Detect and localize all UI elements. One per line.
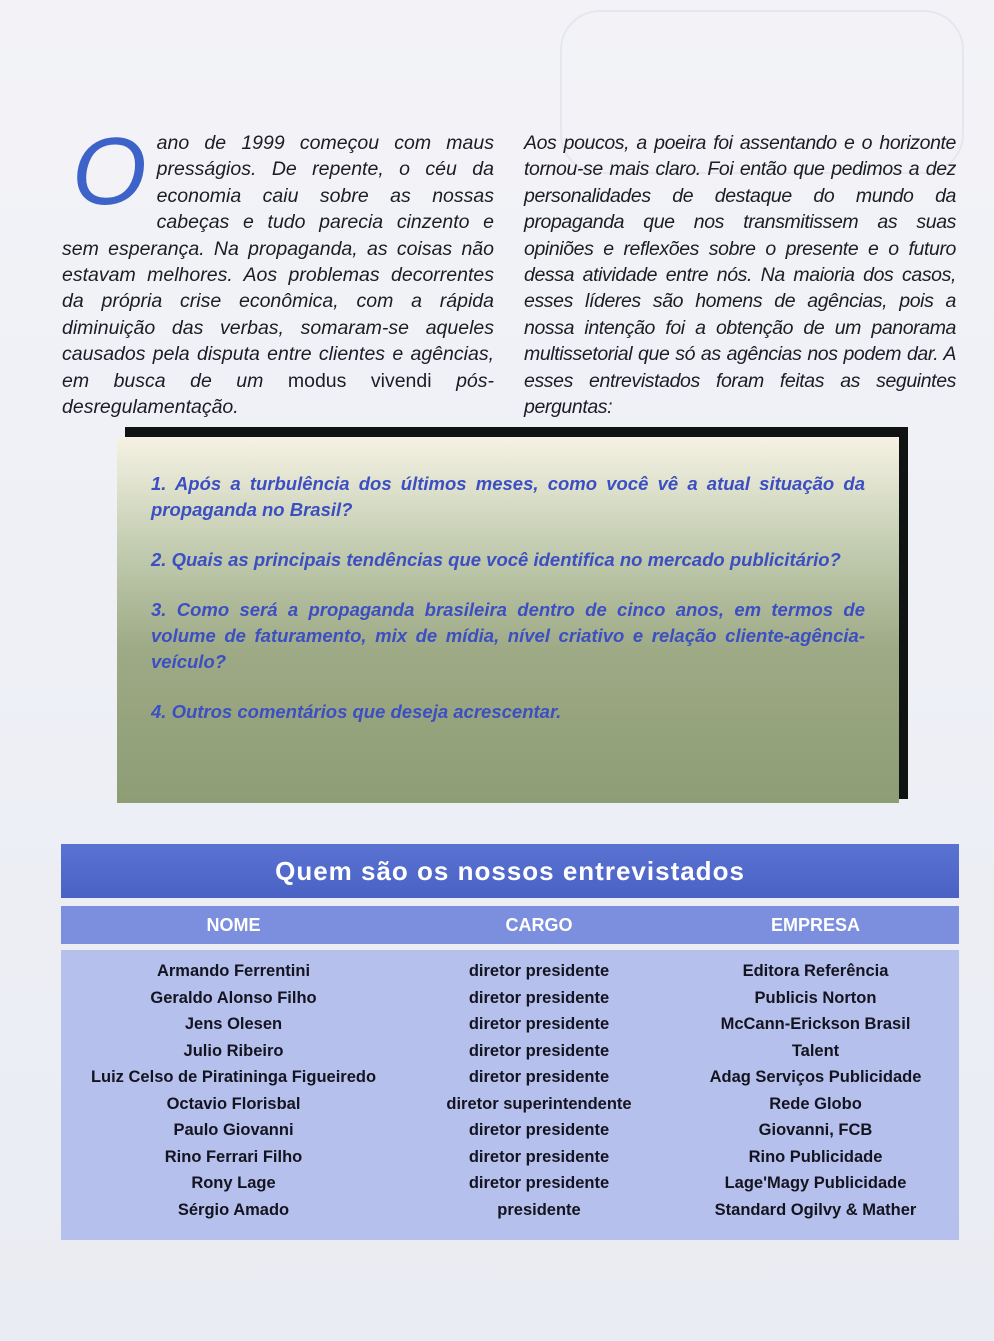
intro-left-column [62,118,495,420]
cell-cargo: diretor presidente [468,1041,610,1060]
cell-cargo: diretor superintendente [446,1094,632,1113]
question-3: 3. Como será a propaganda brasileira dentro de cinco anos, em termos de volume de faturamento, mix de mídia, nível criativo e relação cliente-agência-veículo? [151,599,865,672]
question-1: 1. Após a turbulência dos últimos meses, como você vê a atual situação da propaganda no Brasil? [151,473,865,520]
cell-nome: Jens Olesen [184,1015,283,1033]
cell-empresa: McCann-Erickson Brasil [720,1015,911,1033]
cell-nome: Octavio Florisbal [166,1094,301,1113]
table-row [61,1174,959,1201]
cell-nome: Rony Lage [191,1174,276,1192]
cell-empresa: Talent [791,1041,840,1060]
intro-right-column [524,130,956,420]
cell-cargo: diretor presidente [468,1068,610,1086]
table-row [61,1201,959,1228]
questions-box [117,437,899,803]
table-row [61,1148,959,1175]
cell-cargo: diretor presidente [468,1147,610,1166]
header-nome: NOME [206,915,261,935]
cell-cargo: diretor presidente [468,1015,610,1033]
cell-empresa: Adag Serviços Publicidade [709,1068,922,1086]
intro-left-upright-text: modus vivendi [287,369,432,392]
cell-empresa: Editora Referência [742,962,889,980]
cell-cargo: presidente [497,1200,581,1219]
cell-nome: Luiz Celso de Piratininga Figueiredo [90,1068,377,1086]
cell-cargo: diretor presidente [468,1174,610,1192]
interviewees-table-header [61,906,959,944]
header-empresa: EMPRESA [770,915,860,935]
cell-empresa: Rede Globo [769,1094,862,1113]
cell-cargo: diretor presidente [468,988,610,1007]
cell-nome: Paulo Giovanni [173,1121,294,1139]
cell-nome: Rino Ferrari Filho [164,1147,303,1166]
cell-empresa: Publicis Norton [754,988,877,1007]
drop-cap: O [72,118,147,225]
table-row [61,1015,959,1042]
cell-empresa: Giovanni, FCB [758,1121,873,1139]
cell-nome: Geraldo Alonso Filho [150,988,317,1007]
cell-cargo: diretor presidente [468,962,610,980]
cell-empresa: Rino Publicidade [748,1147,883,1166]
cell-empresa: Standard Ogilvy & Mather [714,1200,917,1219]
cell-nome: Sérgio Amado [177,1200,290,1219]
interviewees-table-body [61,950,959,1240]
cell-nome: Julio Ribeiro [183,1041,284,1060]
question-4: 4. Outros comentários que deseja acrescentar. [151,701,562,722]
table-row [61,1068,959,1095]
intro-left-text: ano de 1999 começou com maus presságios. De repente, o céu da economia caiu sobre as nossas cabeças e tudo parecia cinzento e sem esperança. Na propaganda, as coisas não estavam melhores. Aos problemas decorrentes da própria crise econômica, com a rápida diminuição das verbas, somaram-se aqueles causados pela disputa entre clientes e agências, em busca de um [62,132,494,392]
interviewees-title: Quem são os nossos entrevistados [61,844,959,898]
question-2: 2. Quais as principais tendências que você identifica no mercado publicitário? [151,549,841,570]
intro-left-end-text: pós-desregulamentação. [62,369,495,419]
table-row [61,1042,959,1069]
cell-empresa: Lage'Magy Publicidade [724,1174,907,1192]
table-row [61,962,959,989]
header-cargo: CARGO [505,915,573,935]
intro-right-text: Aos poucos, a poeira foi assentando e o horizonte tornou-se mais claro. Foi então que pedimos a dez personalidades de destaque do mundo da propaganda que nos transmitissem as suas opiniões e reflexões sobre o presente e o futuro dessa atividade entre nós. Na maioria dos casos, esses líderes são homens de agências, pois a nossa intenção foi a obtenção de um panorama multissetorial que só as agências nos podem dar. A esses entrevistados foram feitas as seguintes perguntas: [524,132,956,419]
cell-nome: Armando Ferrentini [156,962,311,980]
table-row [61,989,959,1016]
table-row [61,1095,959,1122]
cell-cargo: diretor presidente [468,1121,610,1139]
table-row [61,1121,959,1148]
